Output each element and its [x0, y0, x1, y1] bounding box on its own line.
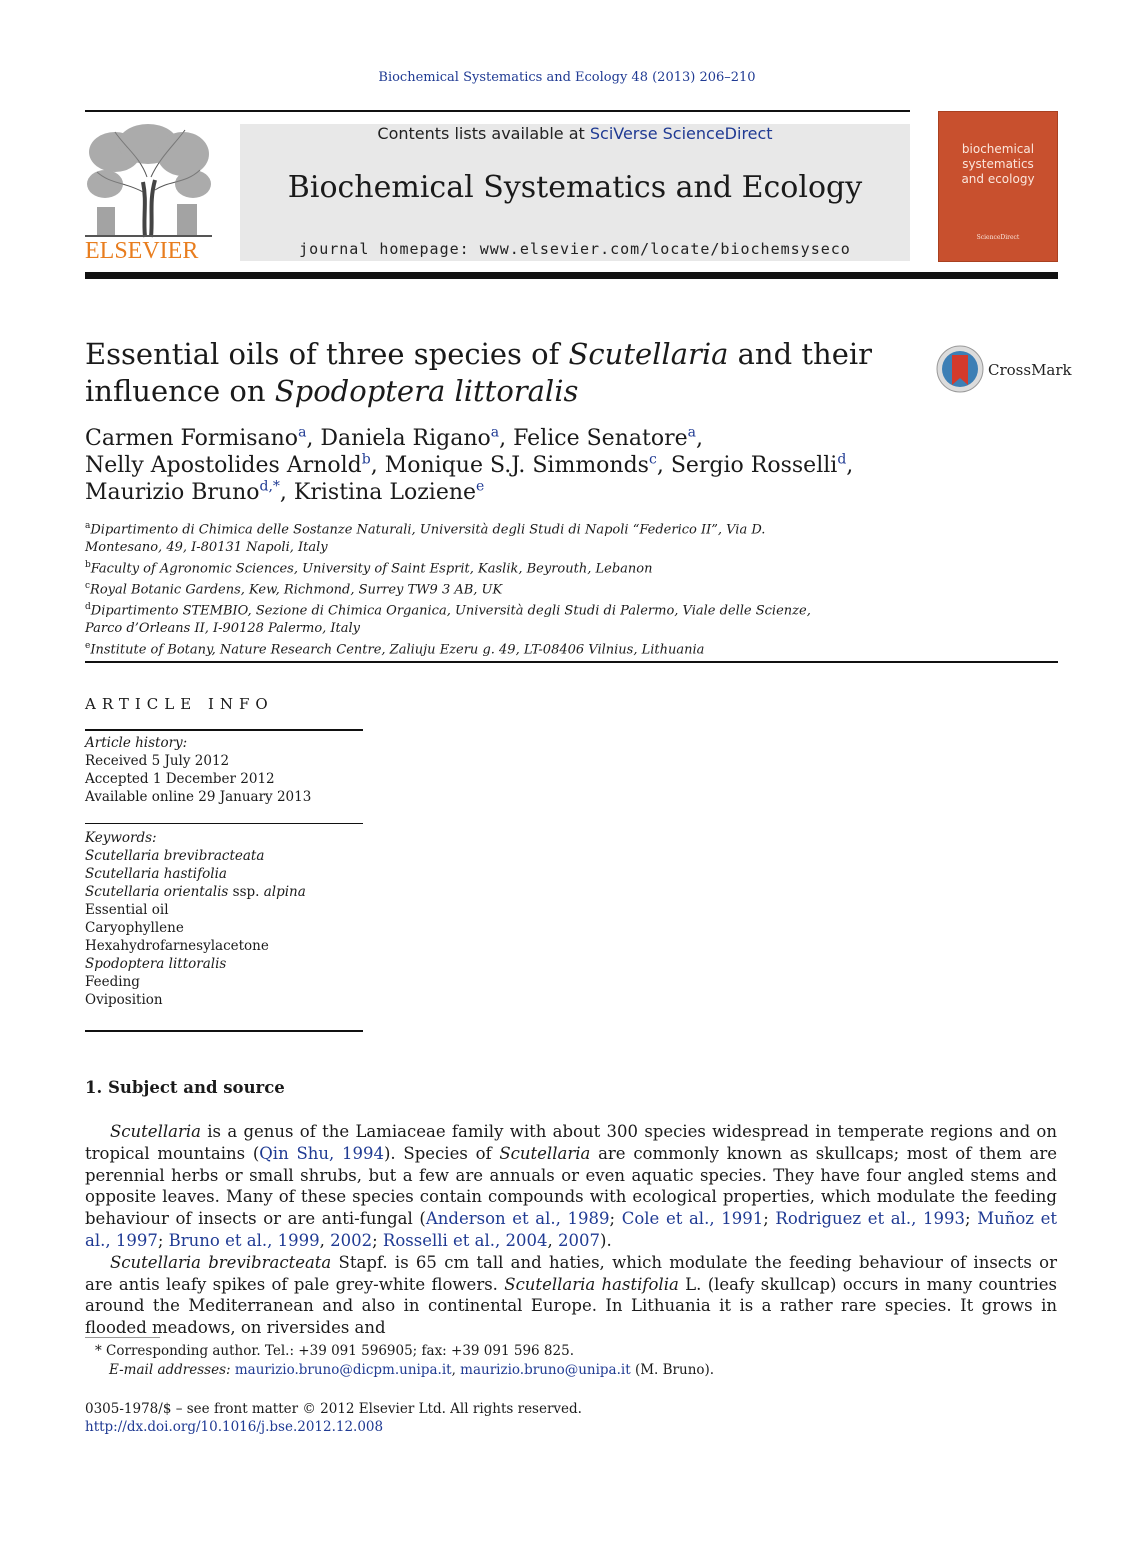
author-affiliation-marker[interactable]: a [298, 424, 307, 441]
title-species: Spodoptera littoralis [274, 374, 579, 408]
body-text-run: is a genus of the Lamiaceae family with about 300 species widespread in temperate regions and on tropical mountains ( [85, 1122, 1057, 1163]
affiliation-key: d [85, 602, 91, 613]
keyword-item [85, 955, 365, 973]
citation-link[interactable]: 2007 [558, 1230, 601, 1250]
italic-text: Scutellaria [499, 1143, 591, 1163]
body-text-run: ; [965, 1209, 978, 1229]
history-accepted: Accepted 1 December 2012 [85, 771, 275, 787]
keyword-item [85, 991, 365, 1009]
email-suffix: (M. Bruno). [630, 1362, 715, 1378]
author-list [85, 425, 1045, 506]
paragraph-2 [85, 1252, 1057, 1339]
email-link-1[interactable]: maurizio.bruno@dicpm.unipa.it [234, 1362, 452, 1378]
article-info-rule-mid [85, 823, 363, 824]
journal-homepage[interactable]: journal homepage: www.elsevier.com/locate/biochemsyseco [299, 240, 851, 258]
body-text-run: , [547, 1230, 559, 1250]
affiliation-item [85, 578, 845, 599]
affiliation-list [85, 518, 845, 659]
keyword-item [85, 883, 365, 901]
keyword-text: Feeding [85, 974, 140, 990]
cover-publisher: ScienceDirect [976, 234, 1020, 241]
author-name: Nelly Apostolides Arnold [85, 453, 362, 478]
affiliation-text: Dipartimento STEMBIO, Sezione di Chimica Organica, Università degli Studi di Palermo, Viale delle Scienze, Parco d’Orleans II, I-90128 Palermo, Italy [85, 603, 811, 637]
email-label: E-mail addresses: [109, 1362, 235, 1378]
paragraph-1 [85, 1121, 1057, 1252]
body-text-run: ; [609, 1209, 622, 1229]
affiliation-item [85, 518, 845, 557]
citation-link[interactable]: Anderson et al., 1989 [425, 1209, 610, 1229]
article-title [85, 336, 905, 410]
affiliation-item [85, 557, 845, 578]
author-name: Daniela Rigano [320, 426, 491, 451]
crossmark-label[interactable]: CrossMark [988, 361, 1072, 379]
keyword-suffix-italic: alpina [263, 884, 306, 900]
author-separator: , [370, 453, 385, 478]
footnote [95, 1342, 995, 1380]
affiliation-text: Institute of Botany, Nature Research Centre, Zaliuju Ezeru g. 49, LT-08406 Vilnius, Lithuania [90, 642, 705, 658]
title-part-1: Essential oils of three species of [85, 337, 569, 371]
corresponding-author: * Corresponding author. Tel.: +39 091 596905; fax: +39 091 596 825. [95, 1343, 574, 1359]
affiliation-key: c [85, 581, 91, 592]
citation-link[interactable]: Qin Shu, 1994 [259, 1143, 384, 1163]
article-info-rule-bottom [85, 1030, 363, 1032]
keyword-text: Spodoptera littoralis [85, 956, 227, 972]
citation-link[interactable]: Muñoz et al., 1997 [85, 1209, 1057, 1250]
keyword-suffix: ssp. [228, 884, 264, 900]
footnote-rule [85, 1337, 160, 1338]
body-text-run: ; [763, 1209, 776, 1229]
author-affiliation-marker[interactable]: d [837, 451, 847, 468]
citation-link[interactable]: Rosselli et al., 2004 [382, 1230, 548, 1250]
elsevier-logo [85, 122, 212, 262]
body-text [85, 1121, 1057, 1339]
author-name: Monique S.J. Simmonds [384, 453, 649, 478]
front-matter [85, 1400, 985, 1436]
author-affiliation-marker[interactable]: e [476, 478, 485, 495]
keyword-item [85, 865, 365, 883]
keyword-item [85, 847, 365, 865]
body-text-run: Stapf. is 65 cm tall and haties, which modulate the feeding behaviour of insects or are antis leafy spikes of pale grey-white flowers. [85, 1252, 1057, 1294]
journal-citation[interactable]: Biochemical Systematics and Ecology 48 (2013) 206–210 [378, 70, 756, 85]
author-name: Carmen Formisano [85, 426, 299, 451]
cover-line-2: systematics [962, 157, 1034, 171]
history-received: Received 5 July 2012 [85, 753, 230, 769]
email-line [95, 1361, 995, 1380]
author-separator: , [306, 426, 321, 451]
body-text-run: ). [600, 1230, 612, 1250]
journal-title: Biochemical Systematics and Ecology [287, 170, 863, 205]
contents-prefix: Contents lists available at [377, 124, 590, 143]
citation-link[interactable]: 2002 [330, 1230, 373, 1250]
keyword-text: Hexahydrofarnesylacetone [85, 938, 269, 954]
body-text-run: ; [157, 1230, 169, 1250]
affiliation-item [85, 638, 845, 659]
author-separator: , [656, 453, 671, 478]
author-name: Felice Senatore [513, 426, 688, 451]
body-text-run: ; [372, 1230, 383, 1250]
author-affiliation-marker[interactable]: a [687, 424, 696, 441]
cover-line-1: biochemical [961, 142, 1035, 156]
affiliation-key: a [85, 521, 91, 531]
keyword-text: Scutellaria orientalis [85, 884, 229, 900]
keyword-text: Scutellaria brevibracteata [85, 848, 265, 864]
keyword-text: Caryophyllene [85, 920, 184, 936]
affiliation-rule [85, 661, 1058, 663]
article-info-heading: ARTICLE INFO [85, 695, 274, 713]
author-affiliation-marker[interactable]: c [648, 451, 657, 468]
affiliation-text: Faculty of Agronomic Sciences, University of Saint Esprit, Kaslik, Beyrouth, Lebanon [90, 561, 653, 577]
article-history [85, 734, 365, 806]
author-name: Sergio Rosselli [670, 453, 838, 478]
header-bottom-rule [85, 272, 1058, 279]
title-genus: Scutellaria [568, 337, 729, 371]
citation-link[interactable]: Rodriguez et al., 1993 [775, 1209, 965, 1229]
email-link-2[interactable]: maurizio.bruno@unipa.it [460, 1362, 631, 1378]
italic-text: Scutellaria hastifolia [504, 1274, 679, 1294]
author-name: Maurizio Bruno [85, 480, 260, 505]
affiliation-key: e [85, 641, 91, 652]
article-info-rule-top [85, 729, 363, 731]
author-separator: , [846, 453, 854, 478]
header-top-rule [85, 110, 910, 112]
citation-link[interactable]: Cole et al., 1991 [621, 1209, 764, 1229]
history-online: Available online 29 January 2013 [85, 789, 312, 805]
keyword-text: Oviposition [85, 992, 163, 1008]
copyright-line: 0305-1978/$ – see front matter © 2012 Elsevier Ltd. All rights reserved. [85, 1401, 582, 1417]
italic-text: Scutellaria [110, 1122, 201, 1141]
doi-link[interactable]: http://dx.doi.org/10.1016/j.bse.2012.12.008 [85, 1419, 384, 1435]
body-text-run: are commonly known as skullcaps; most of them are perennial herbs or small shrubs, but a few are annuals or even aquatic species. They have four angled stems and opposite leaves. Many of these species contain compounds with ecological properties, which modulate the feeding behaviour of insects or are anti-fungal ( [85, 1143, 1058, 1229]
email-separator: , [451, 1362, 461, 1378]
keywords-label: Keywords: [85, 830, 157, 846]
keyword-text: Scutellaria hastifolia [85, 866, 227, 882]
author-affiliation-marker[interactable]: b [361, 451, 371, 468]
author-separator: , [695, 426, 703, 451]
body-text-run: ). Species of [384, 1143, 500, 1163]
crossmark-icon [936, 345, 986, 395]
affiliation-text: Royal Botanic Gardens, Kew, Richmond, Surrey TW9 3 AB, UK [90, 582, 503, 598]
affiliation-text: Dipartimento di Chimica delle Sostanze Naturali, Università degli Studi di Napoli “Federico II”, Via D. Montesano, 49, I-80131 Napoli, Italy [85, 522, 766, 556]
keyword-item [85, 919, 365, 937]
affiliation-key: b [85, 559, 91, 570]
keyword-item [85, 973, 365, 991]
section-heading: 1. Subject and source [85, 1078, 285, 1097]
keyword-text: Essential oil [85, 902, 169, 918]
author-separator: , [499, 426, 514, 451]
journal-cover-title [944, 142, 1052, 187]
keyword-item [85, 901, 365, 919]
author-affiliation-marker[interactable]: d,* [259, 478, 280, 495]
author-name: Kristina Loziene [293, 480, 477, 505]
elsevier-wordmark: ELSEVIER [85, 238, 199, 264]
title-part-3: influence on [85, 374, 275, 408]
author-affiliation-marker[interactable]: a [490, 424, 500, 441]
cover-line-3: and ecology [961, 172, 1035, 186]
body-text-run: L. (leafy skullcap) occurs in many countries around the Mediterranean and also in continental Europe. In Lithuania it is a rather rare species. It grows in flooded meadows, on riversides and [85, 1274, 1057, 1338]
contents-line [240, 124, 910, 143]
author-separator: , [279, 480, 294, 505]
affiliation-item [85, 599, 845, 638]
keyword-items [85, 847, 365, 1009]
keyword-list [85, 829, 365, 1009]
title-part-2: and their [728, 337, 873, 371]
keyword-item [85, 937, 365, 955]
italic-text: Scutellaria brevibracteata [110, 1252, 332, 1272]
history-label: Article history: [85, 735, 188, 751]
sciencedirect-link[interactable]: SciVerse ScienceDirect [589, 124, 773, 143]
citation-link[interactable]: Bruno et al., 1999 [168, 1230, 320, 1250]
body-text-run: , [319, 1230, 331, 1250]
